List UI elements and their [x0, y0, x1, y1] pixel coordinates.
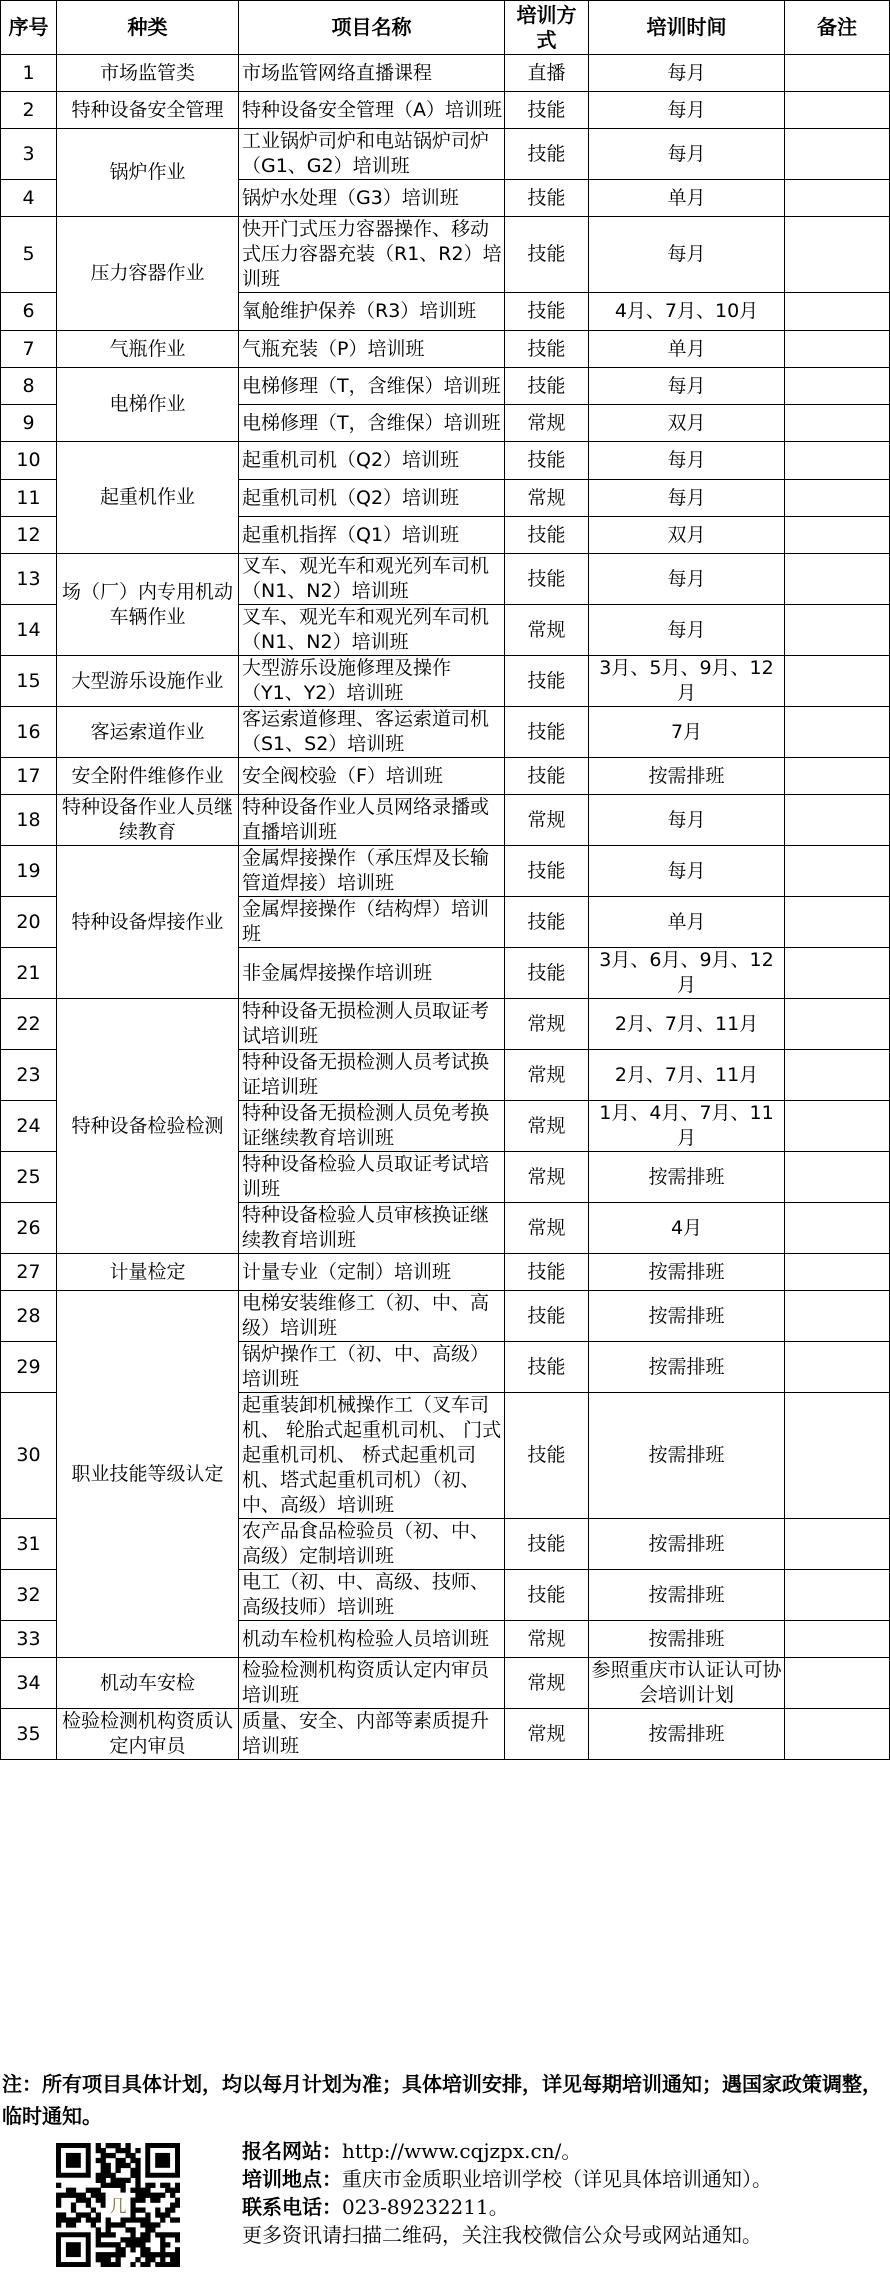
- cell-time: 按需排班: [589, 1342, 785, 1393]
- cell-project: 特种设备无损检测人员考试换证培训班: [239, 1050, 505, 1101]
- cell-no: 27: [1, 1254, 57, 1291]
- cell-project: 电梯修理（T，含维保）培训班: [239, 368, 505, 405]
- cell-project: 特种设备检验人员审核换证继续教育培训班: [239, 1203, 505, 1254]
- cell-no: 4: [1, 180, 57, 217]
- cell-category: 计量检定: [57, 1254, 239, 1291]
- cell-mode: 常规: [505, 405, 589, 442]
- cell-time: 每月: [589, 55, 785, 92]
- table-row: [1, 1291, 890, 1342]
- cell-no: 23: [1, 1050, 57, 1101]
- cell-remark: [785, 1254, 890, 1291]
- cell-time: 按需排班: [589, 1291, 785, 1342]
- table-row: [1, 331, 890, 368]
- cell-no: 24: [1, 1101, 57, 1152]
- cell-mode: 技能: [505, 758, 589, 795]
- cell-no: 5: [1, 217, 57, 293]
- cell-no: 17: [1, 758, 57, 795]
- cell-time: 4月: [589, 1203, 785, 1254]
- cell-no: 2: [1, 92, 57, 129]
- table-row: [1, 758, 890, 795]
- cell-project: 特种设备作业人员网络录播或直播培训班: [239, 795, 505, 846]
- cell-mode: 技能: [505, 897, 589, 948]
- cell-mode: 技能: [505, 1519, 589, 1570]
- cell-remark: [785, 1203, 890, 1254]
- table-row: [1, 846, 890, 897]
- cell-remark: [785, 129, 890, 180]
- cell-no: 25: [1, 1152, 57, 1203]
- cell-no: 14: [1, 605, 57, 656]
- cell-time: 按需排班: [589, 1254, 785, 1291]
- cell-mode: 常规: [505, 1203, 589, 1254]
- header-mode: 培训方式: [505, 1, 589, 55]
- cell-no: 26: [1, 1203, 57, 1254]
- cell-remark: [785, 897, 890, 948]
- cell-mode: 技能: [505, 368, 589, 405]
- phone-line: 联系电话：023-89232211。: [242, 2195, 509, 2219]
- cell-remark: [785, 1152, 890, 1203]
- cell-time: 每月: [589, 368, 785, 405]
- header-category: 种类: [57, 1, 239, 55]
- cell-category: 锅炉作业: [57, 129, 239, 217]
- table-row: [1, 707, 890, 758]
- cell-remark: [785, 180, 890, 217]
- table-row: [1, 1658, 890, 1709]
- table-row: [1, 92, 890, 129]
- cell-time: 双月: [589, 405, 785, 442]
- cell-project: 锅炉操作工（初、中、高级）培训班: [239, 1342, 505, 1393]
- site-link[interactable]: http://www.cqjzpx.cn/。: [342, 2139, 582, 2163]
- footnote: 注：所有项目具体计划，均以每月计划为准；具体培训安排，详见每期培训通知；遇国家政策调整，临时通知。: [2, 2072, 882, 2128]
- header-row: [1, 1, 890, 55]
- cell-mode: 技能: [505, 1342, 589, 1393]
- cell-project: 金属焊接操作（结构焊）培训班: [239, 897, 505, 948]
- cell-mode: 常规: [505, 605, 589, 656]
- cell-category: 特种设备作业人员继续教育: [57, 795, 239, 846]
- cell-project: 特种设备安全管理（A）培训班: [239, 92, 505, 129]
- cell-project: 市场监管网络直播课程: [239, 55, 505, 92]
- cell-mode: 常规: [505, 1050, 589, 1101]
- cell-time: 按需排班: [589, 1519, 785, 1570]
- cell-time: 单月: [589, 897, 785, 948]
- cell-category: 市场监管类: [57, 55, 239, 92]
- cell-remark: [785, 656, 890, 707]
- cell-time: 3月、6月、9月、12月: [589, 948, 785, 999]
- cell-mode: 技能: [505, 129, 589, 180]
- cell-no: 32: [1, 1570, 57, 1621]
- cell-remark: [785, 368, 890, 405]
- cell-category: 安全附件维修作业: [57, 758, 239, 795]
- cell-remark: [785, 1570, 890, 1621]
- cell-no: 15: [1, 656, 57, 707]
- cell-project: 机动车检机构检验人员培训班: [239, 1621, 505, 1658]
- cell-mode: 技能: [505, 92, 589, 129]
- cell-no: 33: [1, 1621, 57, 1658]
- cell-project: 叉车、观光车和观光列车司机（N1、N2）培训班: [239, 554, 505, 605]
- header-no: 序号: [1, 1, 57, 55]
- table-row: [1, 999, 890, 1050]
- cell-no: 7: [1, 331, 57, 368]
- cell-time: 按需排班: [589, 1152, 785, 1203]
- cell-remark: [785, 1291, 890, 1342]
- cell-project: 氧舱维护保养（R3）培训班: [239, 293, 505, 331]
- cell-time: 按需排班: [589, 1709, 785, 1760]
- cell-category: 大型游乐设施作业: [57, 656, 239, 707]
- cell-project: 电梯安装维修工（初、中、高级）培训班: [239, 1291, 505, 1342]
- cell-remark: [785, 293, 890, 331]
- cell-no: 11: [1, 480, 57, 517]
- cell-remark: [785, 999, 890, 1050]
- cell-mode: 常规: [505, 480, 589, 517]
- cell-remark: [785, 554, 890, 605]
- cell-remark: [785, 1050, 890, 1101]
- cell-no: 28: [1, 1291, 57, 1342]
- cell-time: 每月: [589, 92, 785, 129]
- cell-project: 农产品食品检验员（初、中、高级）定制培训班: [239, 1519, 505, 1570]
- cell-time: 3月、5月、9月、12月: [589, 656, 785, 707]
- cell-remark: [785, 1621, 890, 1658]
- cell-time: 按需排班: [589, 1570, 785, 1621]
- cell-time: 单月: [589, 180, 785, 217]
- qr-logo-mark: 几: [109, 2197, 127, 2217]
- cell-no: 35: [1, 1709, 57, 1760]
- header-project: 项目名称: [239, 1, 505, 55]
- cell-category: 机动车安检: [57, 1658, 239, 1709]
- cell-no: 19: [1, 846, 57, 897]
- cell-no: 9: [1, 405, 57, 442]
- cell-no: 10: [1, 442, 57, 480]
- cell-time: 每月: [589, 554, 785, 605]
- cell-project: 锅炉水处理（G3）培训班: [239, 180, 505, 217]
- cell-time: 每月: [589, 129, 785, 180]
- cell-mode: 技能: [505, 1393, 589, 1519]
- cell-mode: 技能: [505, 1570, 589, 1621]
- cell-project: 起重机指挥（Q1）培训班: [239, 517, 505, 554]
- cell-remark: [785, 55, 890, 92]
- cell-mode: 技能: [505, 846, 589, 897]
- cell-no: 18: [1, 795, 57, 846]
- cell-mode: 技能: [505, 517, 589, 554]
- cell-category: 特种设备检验检测: [57, 999, 239, 1254]
- qr-code-icon: [56, 2143, 180, 2267]
- header-remark: 备注: [785, 1, 890, 55]
- cell-mode: 技能: [505, 554, 589, 605]
- cell-mode: 直播: [505, 55, 589, 92]
- cell-category: 场（厂）内专用机动车辆作业: [57, 554, 239, 656]
- cell-no: 3: [1, 129, 57, 180]
- cell-mode: 技能: [505, 180, 589, 217]
- cell-time: 1月、4月、7月、11月: [589, 1101, 785, 1152]
- cell-mode: 技能: [505, 1254, 589, 1291]
- cell-remark: [785, 758, 890, 795]
- cell-mode: 常规: [505, 1152, 589, 1203]
- cell-time: 7月: [589, 707, 785, 758]
- cell-project: 气瓶充装（P）培训班: [239, 331, 505, 368]
- cell-mode: 技能: [505, 948, 589, 999]
- cell-mode: 常规: [505, 1101, 589, 1152]
- cell-no: 8: [1, 368, 57, 405]
- table-row: [1, 217, 890, 293]
- table-row: [1, 442, 890, 480]
- cell-remark: [785, 480, 890, 517]
- table-row: [1, 129, 890, 180]
- table-row: [1, 1254, 890, 1291]
- cell-no: 16: [1, 707, 57, 758]
- cell-time: 每月: [589, 480, 785, 517]
- address-line: 培训地点：重庆市金质职业培训学校（详见具体培训通知）。: [242, 2167, 772, 2191]
- cell-remark: [785, 92, 890, 129]
- cell-project: 客运索道修理、客运索道司机（S1、S2）培训班: [239, 707, 505, 758]
- cell-mode: 常规: [505, 1621, 589, 1658]
- cell-remark: [785, 1393, 890, 1519]
- cell-mode: 常规: [505, 1709, 589, 1760]
- cell-project: 特种设备无损检测人员免考换证继续教育培训班: [239, 1101, 505, 1152]
- cell-category: 电梯作业: [57, 368, 239, 442]
- cell-no: 20: [1, 897, 57, 948]
- cell-remark: [785, 795, 890, 846]
- cell-project: 大型游乐设施修理及操作（Y1、Y2）培训班: [239, 656, 505, 707]
- cell-time: 按需排班: [589, 1393, 785, 1519]
- cell-category: 特种设备焊接作业: [57, 846, 239, 999]
- cell-remark: [785, 331, 890, 368]
- cell-no: 1: [1, 55, 57, 92]
- cell-time: 每月: [589, 442, 785, 480]
- cell-category: 特种设备安全管理: [57, 92, 239, 129]
- cell-project: 特种设备无损检测人员取证考试培训班: [239, 999, 505, 1050]
- cell-remark: [785, 1101, 890, 1152]
- cell-remark: [785, 442, 890, 480]
- table-row: [1, 795, 890, 846]
- cell-time: 每月: [589, 846, 785, 897]
- cell-category: 职业技能等级认定: [57, 1291, 239, 1658]
- cell-time: 每月: [589, 217, 785, 293]
- more-info-line: 更多资讯请扫描二维码，关注我校微信公众号或网站通知。: [242, 2223, 762, 2247]
- cell-time: 4月、7月、10月: [589, 293, 785, 331]
- table-row: [1, 55, 890, 92]
- cell-time: 2月、7月、11月: [589, 999, 785, 1050]
- cell-project: 金属焊接操作（承压焊及长输管道焊接）培训班: [239, 846, 505, 897]
- cell-project: 检验检测机构资质认定内审员培训班: [239, 1658, 505, 1709]
- cell-remark: [785, 217, 890, 293]
- cell-category: 客运索道作业: [57, 707, 239, 758]
- cell-remark: [785, 948, 890, 999]
- cell-no: 22: [1, 999, 57, 1050]
- cell-no: 34: [1, 1658, 57, 1709]
- cell-remark: [785, 1519, 890, 1570]
- cell-mode: 技能: [505, 707, 589, 758]
- cell-remark: [785, 1658, 890, 1709]
- table-row: [1, 368, 890, 405]
- cell-mode: 常规: [505, 795, 589, 846]
- site-line: 报名网站：http://www.cqjzpx.cn/。: [242, 2139, 582, 2163]
- cell-project: 安全阀校验（F）培训班: [239, 758, 505, 795]
- cell-time: 按需排班: [589, 1621, 785, 1658]
- cell-mode: 技能: [505, 656, 589, 707]
- cell-project: 质量、安全、内部等素质提升培训班: [239, 1709, 505, 1760]
- cell-category: 气瓶作业: [57, 331, 239, 368]
- cell-project: 特种设备检验人员取证考试培训班: [239, 1152, 505, 1203]
- contact-footer: [0, 2133, 890, 2283]
- cell-remark: [785, 517, 890, 554]
- cell-remark: [785, 846, 890, 897]
- cell-mode: 技能: [505, 442, 589, 480]
- cell-mode: 技能: [505, 1291, 589, 1342]
- cell-time: 每月: [589, 605, 785, 656]
- cell-no: 30: [1, 1393, 57, 1519]
- cell-category: 压力容器作业: [57, 217, 239, 331]
- cell-time: 单月: [589, 331, 785, 368]
- table-row: [1, 656, 890, 707]
- cell-remark: [785, 405, 890, 442]
- cell-no: 12: [1, 517, 57, 554]
- cell-category: 检验检测机构资质认定内审员: [57, 1709, 239, 1760]
- cell-project: 起重装卸机械操作工（叉车司机、 轮胎式起重机司机、 门式起重机司机、 桥式起重机司机、塔式起重机司机）（初、中、高级）培训班: [239, 1393, 505, 1519]
- cell-time: 参照重庆市认证认可协会培训计划: [589, 1658, 785, 1709]
- cell-category: 起重机作业: [57, 442, 239, 554]
- cell-project: 非金属焊接操作培训班: [239, 948, 505, 999]
- cell-project: 工业锅炉司炉和电站锅炉司炉（G1、G2）培训班: [239, 129, 505, 180]
- cell-no: 31: [1, 1519, 57, 1570]
- cell-project: 叉车、观光车和观光列车司机（N1、N2）培训班: [239, 605, 505, 656]
- cell-remark: [785, 605, 890, 656]
- cell-no: 29: [1, 1342, 57, 1393]
- cell-mode: 常规: [505, 1658, 589, 1709]
- cell-remark: [785, 1342, 890, 1393]
- cell-no: 21: [1, 948, 57, 999]
- header-time: 培训时间: [589, 1, 785, 55]
- cell-project: 起重机司机（Q2）培训班: [239, 442, 505, 480]
- cell-time: 2月、7月、11月: [589, 1050, 785, 1101]
- cell-remark: [785, 707, 890, 758]
- cell-mode: 技能: [505, 331, 589, 368]
- cell-time: 双月: [589, 517, 785, 554]
- cell-project: 快开门式压力容器操作、移动式压力容器充装（R1、R2）培训班: [239, 217, 505, 293]
- cell-no: 13: [1, 554, 57, 605]
- cell-time: 每月: [589, 795, 785, 846]
- cell-mode: 常规: [505, 999, 589, 1050]
- cell-project: 电工（初、中、高级、技师、高级技师）培训班: [239, 1570, 505, 1621]
- cell-time: 按需排班: [589, 758, 785, 795]
- cell-mode: 技能: [505, 293, 589, 331]
- cell-no: 6: [1, 293, 57, 331]
- cell-mode: 技能: [505, 217, 589, 293]
- cell-remark: [785, 1709, 890, 1760]
- table-row: [1, 554, 890, 605]
- cell-project: 计量专业（定制）培训班: [239, 1254, 505, 1291]
- cell-project: 起重机司机（Q2）培训班: [239, 480, 505, 517]
- table-row: [1, 1709, 890, 1760]
- cell-project: 电梯修理（T，含维保）培训班: [239, 405, 505, 442]
